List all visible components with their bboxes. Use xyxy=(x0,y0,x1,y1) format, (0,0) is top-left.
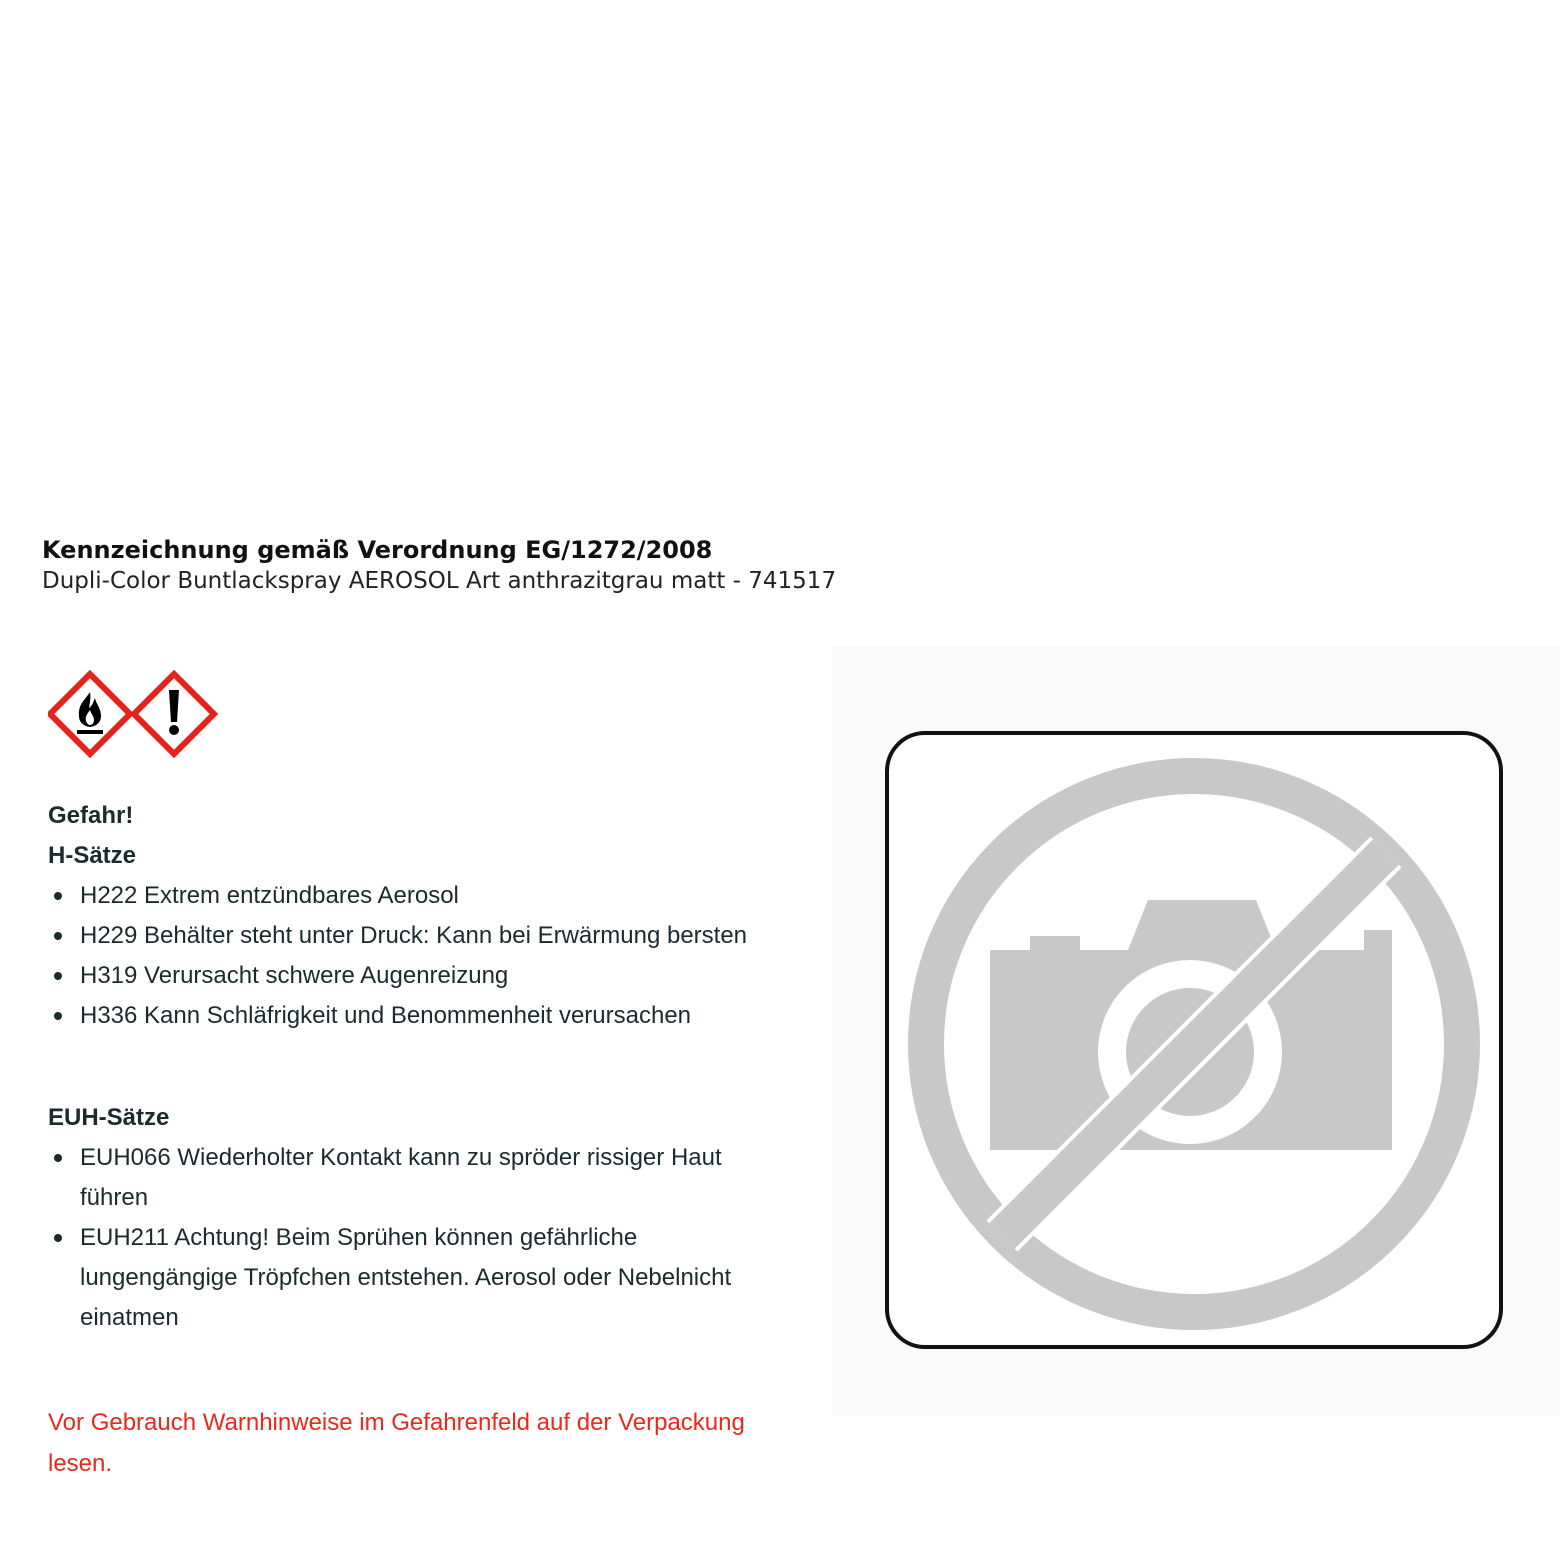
ghs-pictograms xyxy=(48,670,218,758)
list-item: H336 Kann Schläfrigkeit und Benommenheit verursachen xyxy=(48,996,808,1036)
hazard-statements xyxy=(48,796,808,1036)
h-statements-heading: H-Sätze xyxy=(48,842,137,869)
list-item: H222 Extrem entzündbares Aerosol xyxy=(48,876,808,916)
page-title: Kennzeichnung gemäß Verordnung EG/1272/2008 xyxy=(42,536,713,564)
list-item: EUH066 Wiederholter Kontakt kann zu spröder rissiger Haut führen xyxy=(48,1138,778,1218)
warning-note: Vor Gebrauch Warnhinweise im Gefahrenfeld auf der Verpackung lesen. xyxy=(48,1409,745,1477)
product-name: Dupli-Color Buntlackspray AEROSOL Art anthrazitgrau matt - 741517 xyxy=(42,568,837,594)
euh-statements-list xyxy=(48,1138,778,1338)
list-item: EUH211 Achtung! Beim Sprühen können gefährliche lungengängige Tröpfchen entstehen. Aerosol oder Nebelnicht einatmen xyxy=(48,1218,778,1338)
list-item: H229 Behälter steht unter Druck: Kann bei Erwärmung bersten xyxy=(48,916,808,956)
h-statements-list xyxy=(48,876,808,1036)
euh-statements xyxy=(48,1098,778,1338)
exclamation-ghs-icon xyxy=(134,674,214,754)
no-photo-icon xyxy=(884,730,1504,1350)
signal-word: Gefahr! xyxy=(48,802,134,829)
list-item: H319 Verursacht schwere Augenreizung xyxy=(48,956,808,996)
euh-statements-heading: EUH-Sätze xyxy=(48,1104,170,1131)
flame-ghs-icon xyxy=(50,674,130,754)
